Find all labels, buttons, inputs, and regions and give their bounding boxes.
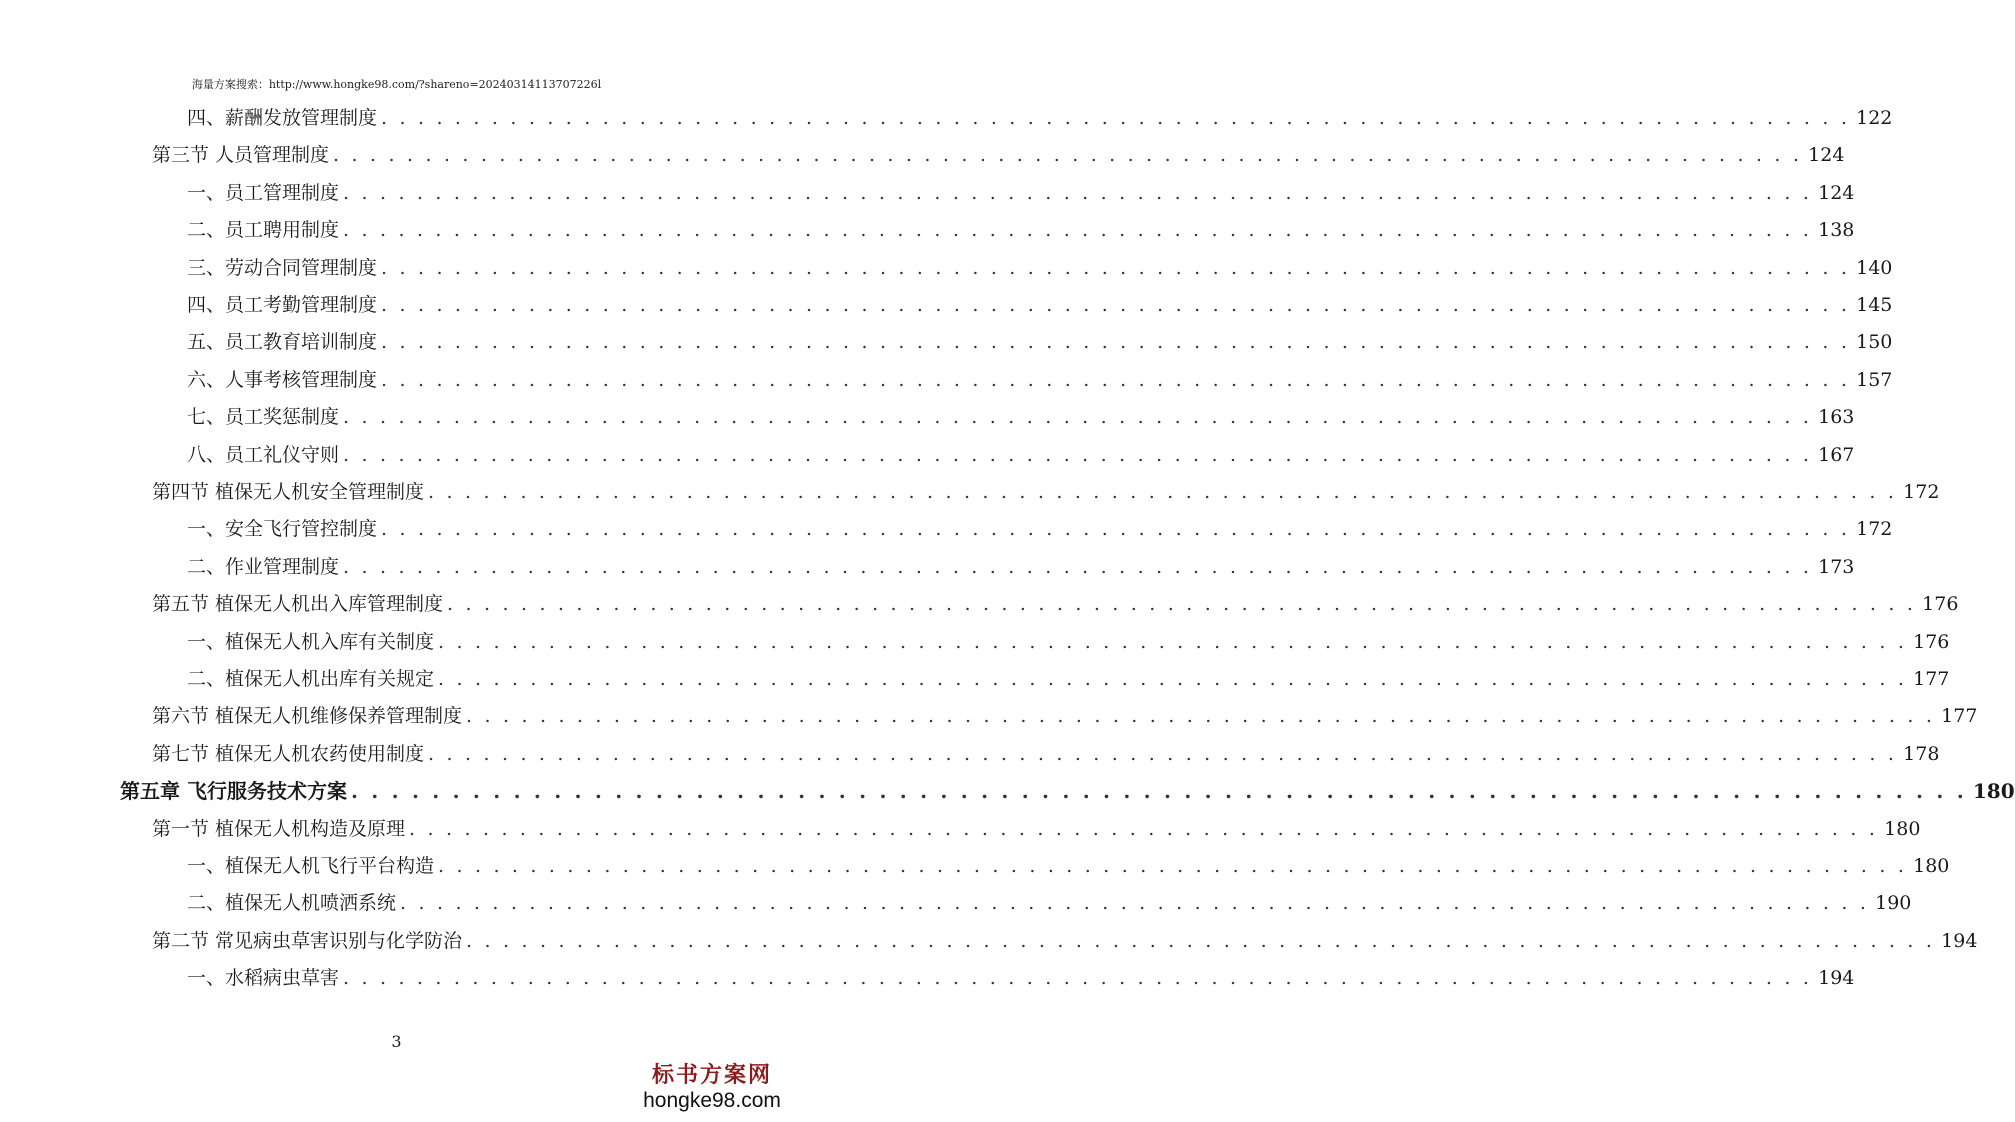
toc-entry-page: 157	[1856, 368, 1893, 391]
toc-dot-leader: . . . . . . . . . . . . . . . . . . . . . . . . . . . . . . . . . . . . . . . . . . . . . . . . . . . . . . . . . . . . . . . . . . . . . . . . . . . . . . . .	[381, 294, 1851, 316]
toc-dot-leader: . . . . . . . . . . . . . . . . . . . . . . . . . . . . . . . . . . . . . . . . . . . . . . . . . . . . . . . . . . . . . . . . . . . . . . . . . . . . . . . .	[381, 368, 1851, 391]
toc-section-entry[interactable]	[152, 477, 1940, 507]
toc-dot-leader: . . . . . . . . . . . . . . . . . . . . . . . . . . . . . . . . . . . . . . . . . . . . . . . . . . . . . . . . . . . . . . . . . . . . . . . . . . . . . . . .	[466, 929, 1936, 952]
toc-item-entry[interactable]	[187, 402, 1855, 432]
toc-section-entry[interactable]	[152, 814, 1921, 844]
toc-entry-title: 八、员工礼仪守则	[187, 443, 340, 466]
toc-dot-leader: . . . . . . . . . . . . . . . . . . . . . . . . . . . . . . . . . . . . . . . . . . . . . . . . . . . . . . . . . . . . . . . . . . . . . . . . . . . . . . . .	[466, 705, 1936, 728]
toc-dot-leader: . . . . . . . . . . . . . . . . . . . . . . . . . . . . . . . . . . . . . . . . . . . . . . . . . . . . . . . . . . . . . . . . . . . . . . . . . . . . . . . .	[343, 219, 1813, 242]
toc-dot-leader: . . . . . . . . . . . . . . . . . . . . . . . . . . . . . . . . . . . . . . . . . . . . . . . . . . . . . . . . . . . . . . . . . . . . . . . . . . . . . . . .	[343, 406, 1813, 429]
toc-dot-leader: . . . . . . . . . . . . . . . . . . . . . . . . . . . . . . . . . . . . . . . . . . . . . . . . . . . . . . . . . . . . . . . . . . . . . . . . . . . . . . . .	[400, 892, 1870, 915]
watermark-logo	[632, 1064, 792, 1111]
toc-dot-leader: . . . . . . . . . . . . . . . . . . . . . . . . . . . . . . . . . . . . . . . . . . . . . . . . . . . . . . . . . . . . . . . . . . . . . . . . . . . . . . . .	[381, 331, 1851, 354]
toc-dot-leader: . . . . . . . . . . . . . . . . . . . . . . . . . . . . . . . . . . . . . . . . . . . . . . . . . . . . . . . . . . . . . . . . . . . . . . . . . . . . . . . .	[350, 779, 1967, 804]
toc-dot-leader: . . . . . . . . . . . . . . . . . . . . . . . . . . . . . . . . . . . . . . . . . . . . . . . . . . . . . . . . . . . . . . . . . . . . . . . . . . . . . . . .	[381, 107, 1851, 129]
toc-dot-leader: . . . . . . . . . . . . . . . . . . . . . . . . . . . . . . . . . . . . . . . . . . . . . . . . . . . . . . . . . . . . . . . . . . . . . . . . . . . . . . . .	[438, 855, 1908, 877]
toc-entry-title: 三、劳动合同管理制度	[187, 256, 378, 279]
toc-item-entry[interactable]	[187, 514, 1893, 544]
toc-item-entry[interactable]	[187, 963, 1855, 993]
toc-entry-page: 172	[1903, 481, 1940, 503]
toc-dot-leader: . . . . . . . . . . . . . . . . . . . . . . . . . . . . . . . . . . . . . . . . . . . . . . . . . . . . . . . . . . . . . . . . . . . . . . . . . . . . . . . .	[428, 481, 1898, 503]
toc-entry-title: 一、水稻病虫草害	[187, 967, 340, 990]
toc-entry-title: 四、薪酬发放管理制度	[187, 107, 378, 129]
toc-entry-page: 124	[1818, 181, 1855, 204]
toc-item-entry[interactable]	[187, 178, 1855, 208]
toc-entry-page: 124	[1808, 144, 1845, 167]
watermark-cn-text: 标书方案网	[651, 1062, 772, 1088]
toc-dot-leader: . . . . . . . . . . . . . . . . . . . . . . . . . . . . . . . . . . . . . . . . . . . . . . . . . . . . . . . . . . . . . . . . . . . . . . . . . . . . . . . .	[438, 668, 1908, 690]
toc-entry-title: 二、植保无人机喷洒系统	[187, 892, 397, 915]
toc-dot-leader: . . . . . . . . . . . . . . . . . . . . . . . . . . . . . . . . . . . . . . . . . . . . . . . . . . . . . . . . . . . . . . . . . . . . . . . . . . . . . . . .	[381, 256, 1851, 279]
toc-section-entry[interactable]	[152, 926, 1978, 956]
toc-entry-page: 173	[1818, 555, 1855, 578]
toc-entry-title: 第二节 常见病虫草害识别与化学防治	[152, 929, 463, 952]
toc-item-entry[interactable]	[187, 552, 1855, 582]
toc-dot-leader: . . . . . . . . . . . . . . . . . . . . . . . . . . . . . . . . . . . . . . . . . . . . . . . . . . . . . . . . . . . . . . . . . . . . . . . . . . . . . . . .	[438, 630, 1908, 653]
toc-entry-title: 四、员工考勤管理制度	[187, 294, 378, 316]
toc-dot-leader: . . . . . . . . . . . . . . . . . . . . . . . . . . . . . . . . . . . . . . . . . . . . . . . . . . . . . . . . . . . . . . . . . . . . . . . . . . . . . . . .	[343, 967, 1813, 990]
toc-entry-page: 122	[1856, 107, 1893, 129]
toc-entry-title: 二、植保无人机出库有关规定	[187, 668, 435, 690]
toc-entry-title: 第五章 飞行服务技术方案	[120, 779, 347, 804]
toc-entry-page: 167	[1818, 443, 1855, 466]
toc-item-entry[interactable]	[187, 215, 1855, 245]
toc-item-entry[interactable]	[187, 365, 1893, 395]
toc-entry-page: 177	[1941, 705, 1978, 728]
toc-entry-page: 178	[1903, 742, 1940, 765]
toc-entry-page: 145	[1856, 294, 1893, 316]
toc-item-entry[interactable]	[187, 440, 1855, 470]
page-number: 3	[391, 1032, 402, 1051]
toc-section-entry[interactable]	[152, 140, 1845, 170]
toc-item-entry[interactable]	[187, 327, 1893, 357]
toc-item-entry[interactable]	[187, 851, 1950, 881]
toc-entry-page: 194	[1818, 967, 1855, 990]
toc-entry-title: 第七节 植保无人机农药使用制度	[152, 742, 425, 765]
toc-item-entry[interactable]	[187, 103, 1893, 133]
toc-entry-page: 140	[1856, 256, 1893, 279]
toc-entry-title: 六、人事考核管理制度	[187, 368, 378, 391]
toc-entry-page: 150	[1856, 331, 1893, 354]
toc-entry-page: 194	[1941, 929, 1978, 952]
toc-entry-page: 180	[1913, 855, 1950, 877]
toc-section-entry[interactable]	[152, 739, 1940, 769]
toc-dot-leader: . . . . . . . . . . . . . . . . . . . . . . . . . . . . . . . . . . . . . . . . . . . . . . . . . . . . . . . . . . . . . . . . . . . . . . . . . . . . . . . .	[447, 593, 1917, 616]
toc-entry-page: 163	[1818, 406, 1855, 429]
toc-dot-leader: . . . . . . . . . . . . . . . . . . . . . . . . . . . . . . . . . . . . . . . . . . . . . . . . . . . . . . . . . . . . . . . . . . . . . . . . . . . . . . . .	[409, 817, 1879, 840]
toc-entry-title: 一、植保无人机飞行平台构造	[187, 855, 435, 877]
toc-entry-title: 第四节 植保无人机安全管理制度	[152, 481, 425, 503]
toc-entry-page: 176	[1922, 593, 1959, 616]
toc-entry-title: 一、安全飞行管控制度	[187, 518, 378, 541]
toc-chapter-entry[interactable]	[120, 776, 2015, 806]
toc-section-entry[interactable]	[152, 589, 1959, 619]
toc-entry-title: 一、植保无人机入库有关制度	[187, 630, 435, 653]
toc-item-entry[interactable]	[187, 888, 1912, 918]
toc-dot-leader: . . . . . . . . . . . . . . . . . . . . . . . . . . . . . . . . . . . . . . . . . . . . . . . . . . . . . . . . . . . . . . . . . . . . . . . . . . . . . . . .	[343, 443, 1813, 466]
toc-dot-leader: . . . . . . . . . . . . . . . . . . . . . . . . . . . . . . . . . . . . . . . . . . . . . . . . . . . . . . . . . . . . . . . . . . . . . . . . . . . . . . . .	[333, 144, 1803, 167]
toc-entry-page: 180	[1884, 817, 1921, 840]
toc-entry-title: 第五节 植保无人机出入库管理制度	[152, 593, 444, 616]
toc-dot-leader: . . . . . . . . . . . . . . . . . . . . . . . . . . . . . . . . . . . . . . . . . . . . . . . . . . . . . . . . . . . . . . . . . . . . . . . . . . . . . . . .	[428, 742, 1898, 765]
toc-entry-page: 138	[1818, 219, 1855, 242]
toc-entry-title: 第三节 人员管理制度	[152, 144, 330, 167]
toc-entry-page: 190	[1875, 892, 1912, 915]
toc-item-entry[interactable]	[187, 290, 1893, 320]
toc-entry-title: 一、员工管理制度	[187, 181, 340, 204]
toc-dot-leader: . . . . . . . . . . . . . . . . . . . . . . . . . . . . . . . . . . . . . . . . . . . . . . . . . . . . . . . . . . . . . . . . . . . . . . . . . . . . . . . .	[343, 555, 1813, 578]
toc-entry-page: 172	[1856, 518, 1893, 541]
toc-entry-title: 第一节 植保无人机构造及原理	[152, 817, 406, 840]
toc-entry-title: 七、员工奖惩制度	[187, 406, 340, 429]
toc-entry-title: 第六节 植保无人机维修保养管理制度	[152, 705, 463, 728]
toc-item-entry[interactable]	[187, 253, 1893, 283]
toc-section-entry[interactable]	[152, 701, 1978, 731]
page-header-url: 海量方案搜索：http://www.hongke98.com/?shareno=20240314113707226l	[191, 78, 602, 91]
toc-dot-leader: . . . . . . . . . . . . . . . . . . . . . . . . . . . . . . . . . . . . . . . . . . . . . . . . . . . . . . . . . . . . . . . . . . . . . . . . . . . . . . . .	[381, 518, 1851, 541]
toc-entry-title: 二、作业管理制度	[187, 555, 340, 578]
toc-entry-page: 176	[1913, 630, 1950, 653]
toc-entry-page: 177	[1913, 668, 1950, 690]
toc-item-entry[interactable]	[187, 627, 1950, 657]
toc-item-entry[interactable]	[187, 664, 1950, 694]
toc-entry-title: 二、员工聘用制度	[187, 219, 340, 242]
toc-dot-leader: . . . . . . . . . . . . . . . . . . . . . . . . . . . . . . . . . . . . . . . . . . . . . . . . . . . . . . . . . . . . . . . . . . . . . . . . . . . . . . . .	[343, 181, 1813, 204]
toc-entry-page: 180	[1972, 779, 2015, 804]
toc-entry-title: 五、员工教育培训制度	[187, 331, 378, 354]
watermark-en-text: hongke98.com	[643, 1089, 781, 1112]
